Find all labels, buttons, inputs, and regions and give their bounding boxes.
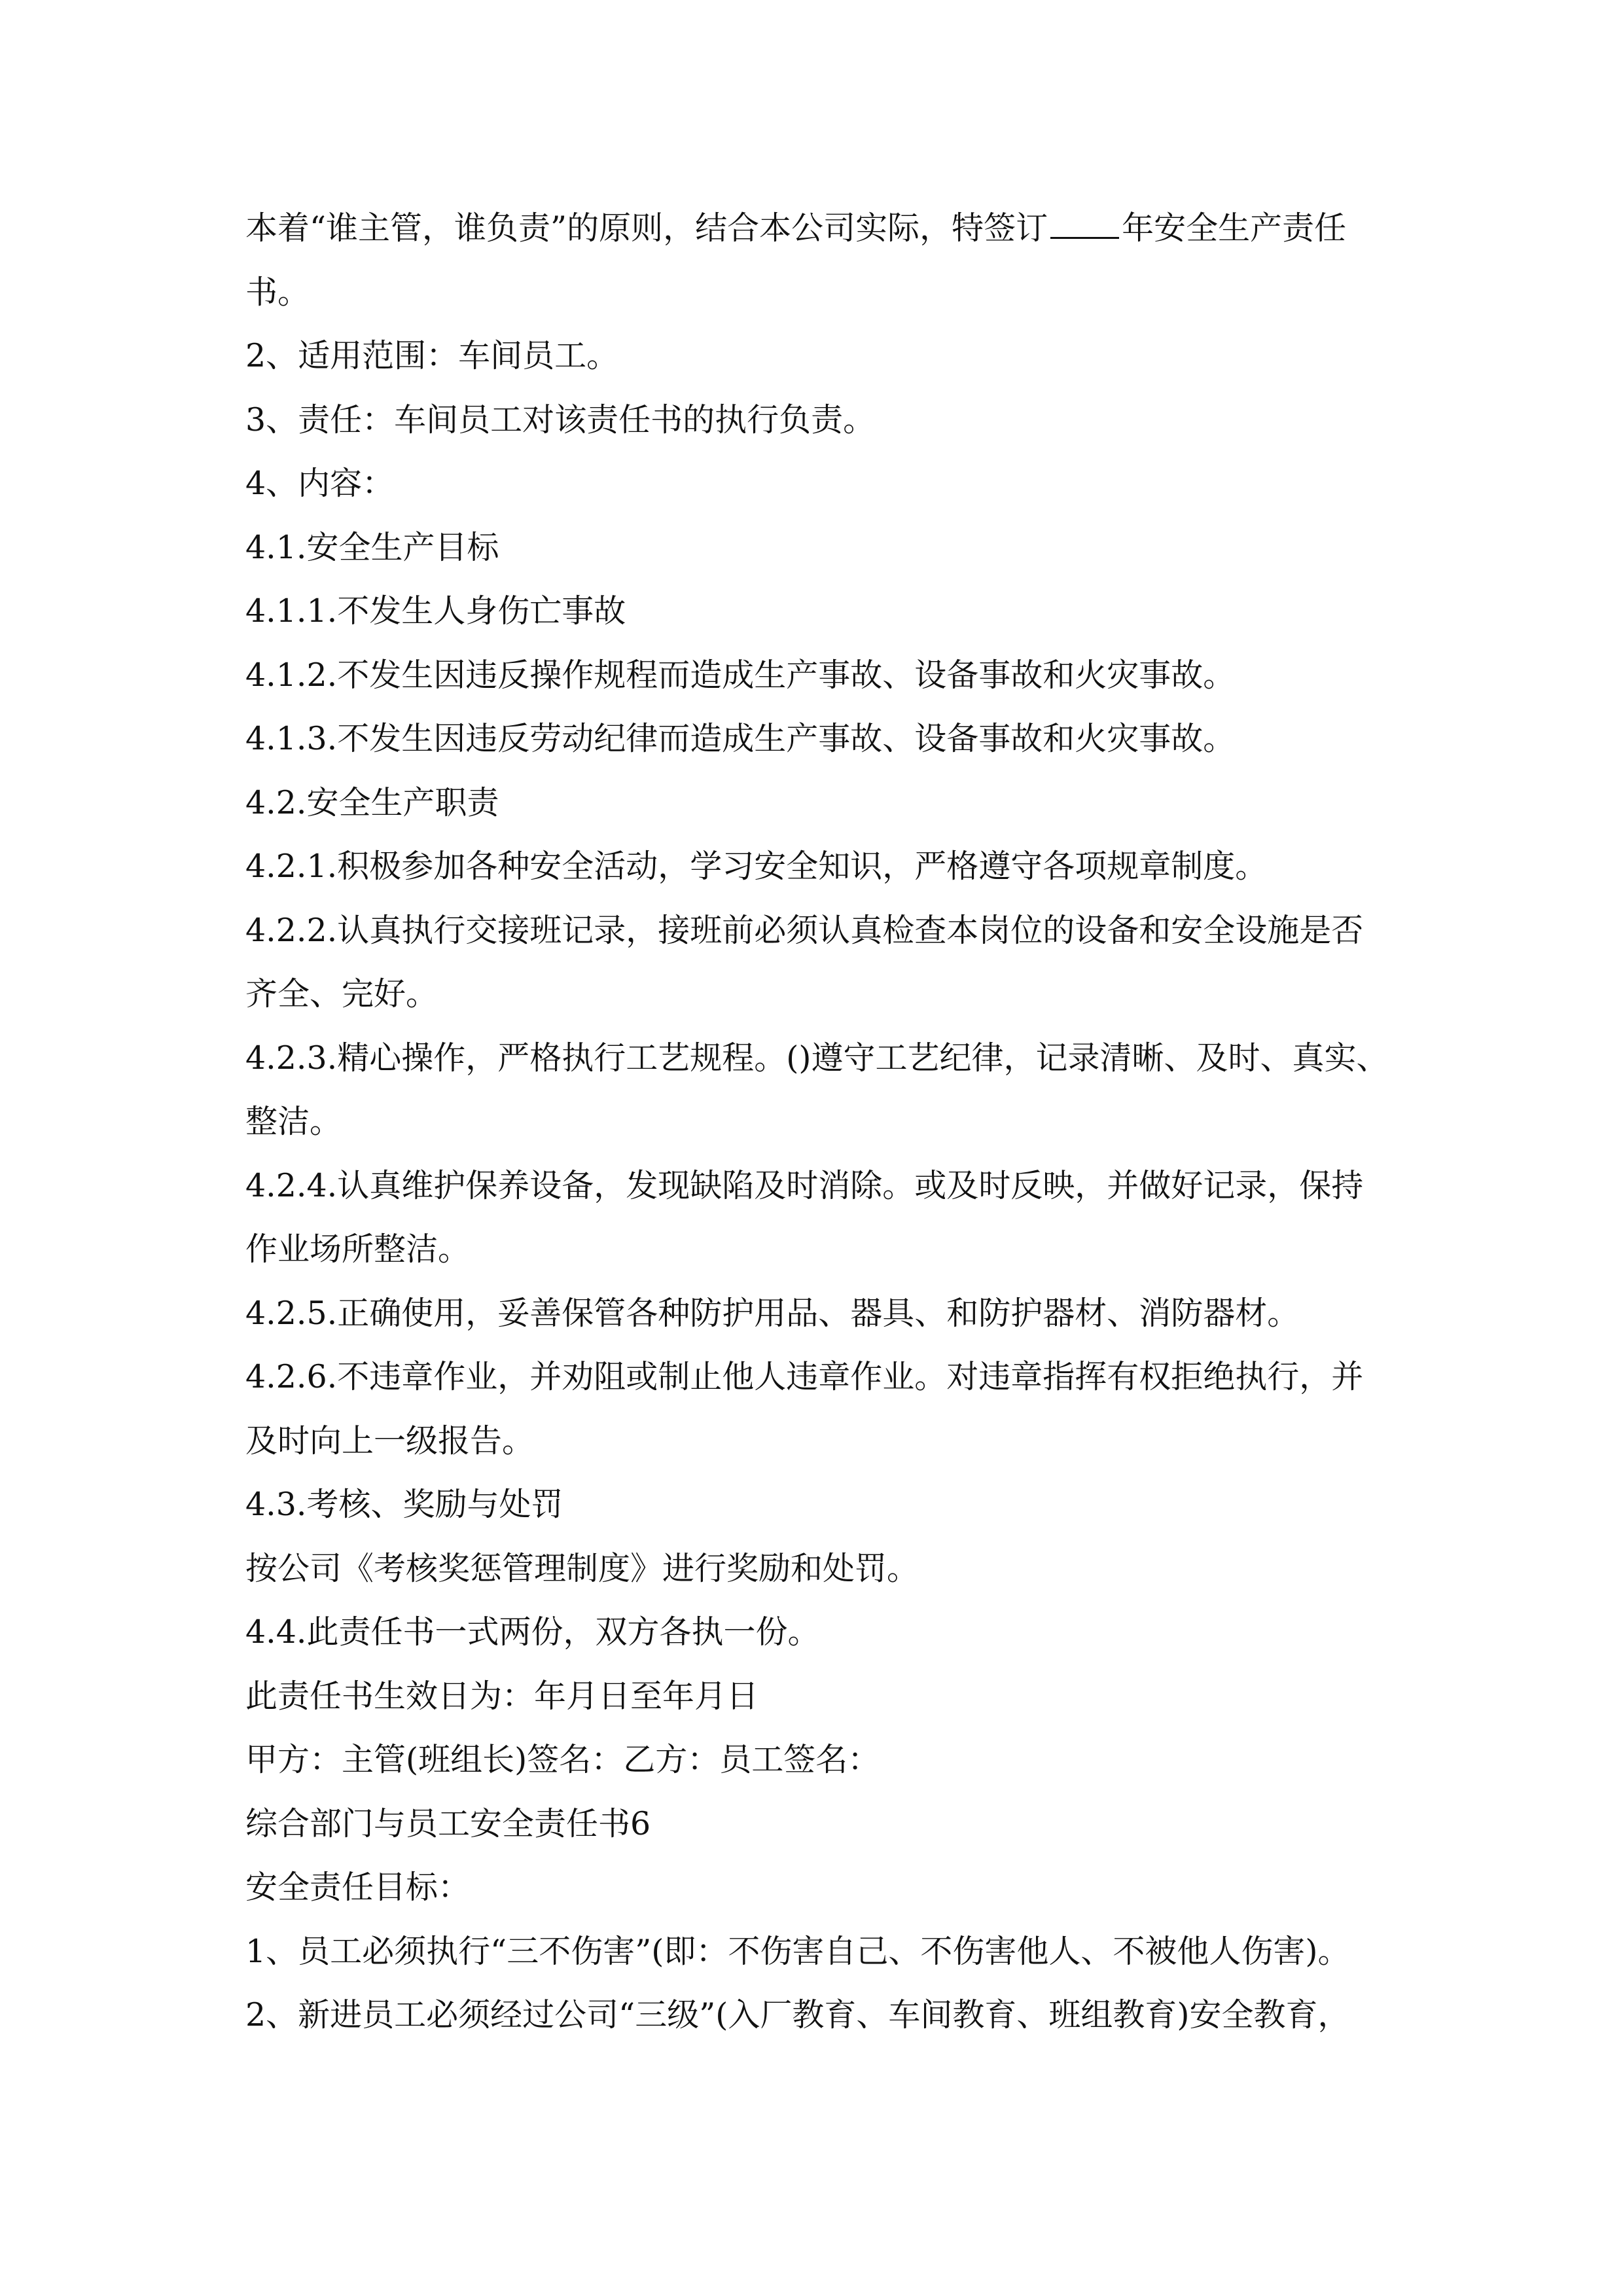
text-line: 书。 [245, 273, 310, 311]
section-responsibility: 3、责任：车间员工对该责任书的执行负责。 [245, 401, 876, 439]
text-line: 齐全、完好。 [245, 975, 438, 1013]
document-body [245, 196, 1394, 2047]
text-line: 4.1.3.不发生因违反劳动纪律而造成生产事故、设备事故和火灾事故。 [245, 720, 1236, 757]
text-line: 4.2.1.积极参加各种安全活动，学习安全知识，严格遵守各项规章制度。 [245, 848, 1268, 885]
text-line: 1、员工必须执行“三不伤害”(即：不伤害自己、不伤害他人、不被他人伤害)。 [245, 1932, 1350, 1970]
line-text-after-blank: 年安全生产责任 [1122, 209, 1347, 247]
text-line: 4.1.1.不发生人身伤亡事故 [245, 592, 626, 630]
section-scope: 2、适用范围：车间员工。 [245, 337, 619, 374]
text-line: 4.2.4.认真维护保养设备，发现缺陷及时消除。或及时反映，并做好记录，保持 [245, 1166, 1364, 1204]
text-line: 4.2.3.精心操作，严格执行工艺规程。()遵守工艺纪律，记录清晰、及时、真实、 [245, 1039, 1389, 1077]
text-line: 4.2.6.不违章作业，并劝阻或制止他人违章作业。对违章指挥有权拒绝执行，并 [245, 1358, 1364, 1395]
heading-responsibility-goals: 安全责任目标： [245, 1869, 471, 1906]
text-line: 整洁。 [245, 1103, 342, 1140]
text-line: 4.2.2.认真执行交接班记录，接班前必须认真检查本岗位的设备和安全设施是否 [245, 911, 1364, 949]
text-line: 按公司《考核奖惩管理制度》进行奖励和处罚。 [245, 1549, 919, 1587]
year-blank [1050, 208, 1119, 239]
text-line [245, 196, 1394, 260]
heading-assessment: 4.3.考核、奖励与处罚 [245, 1486, 563, 1523]
effective-date-line: 此责任书生效日为：年月日至年月日 [245, 1677, 759, 1715]
signature-line: 甲方：主管(班组长)签名：乙方：员工签名： [245, 1741, 880, 1778]
heading-safety-duties: 4.2.安全生产职责 [245, 783, 499, 821]
text-line: 4.4.此责任书一式两份，双方各执一份。 [245, 1613, 820, 1651]
text-line: 作业场所整洁。 [245, 1230, 471, 1268]
text-line: 4.2.5.正确使用，妥善保管各种防护用品、器具、和防护器材、消防器材。 [245, 1294, 1300, 1332]
text-line: 2、新进员工必须经过公司“三级”(入厂教育、车间教育、班组教育)安全教育， [245, 1996, 1350, 2034]
section-content: 4、内容： [245, 465, 395, 502]
text-line: 及时向上一级报告。 [245, 1422, 535, 1460]
text-line: 4.1.2.不发生因违反操作规程而造成生产事故、设备事故和火灾事故。 [245, 656, 1236, 694]
line-text: 本着“谁主管，谁负责”的原则，结合本公司实际，特签订 [245, 209, 1048, 247]
heading-safety-goals: 4.1.安全生产目标 [245, 528, 499, 566]
document-section-title: 综合部门与员工安全责任书6 [245, 1804, 651, 1842]
